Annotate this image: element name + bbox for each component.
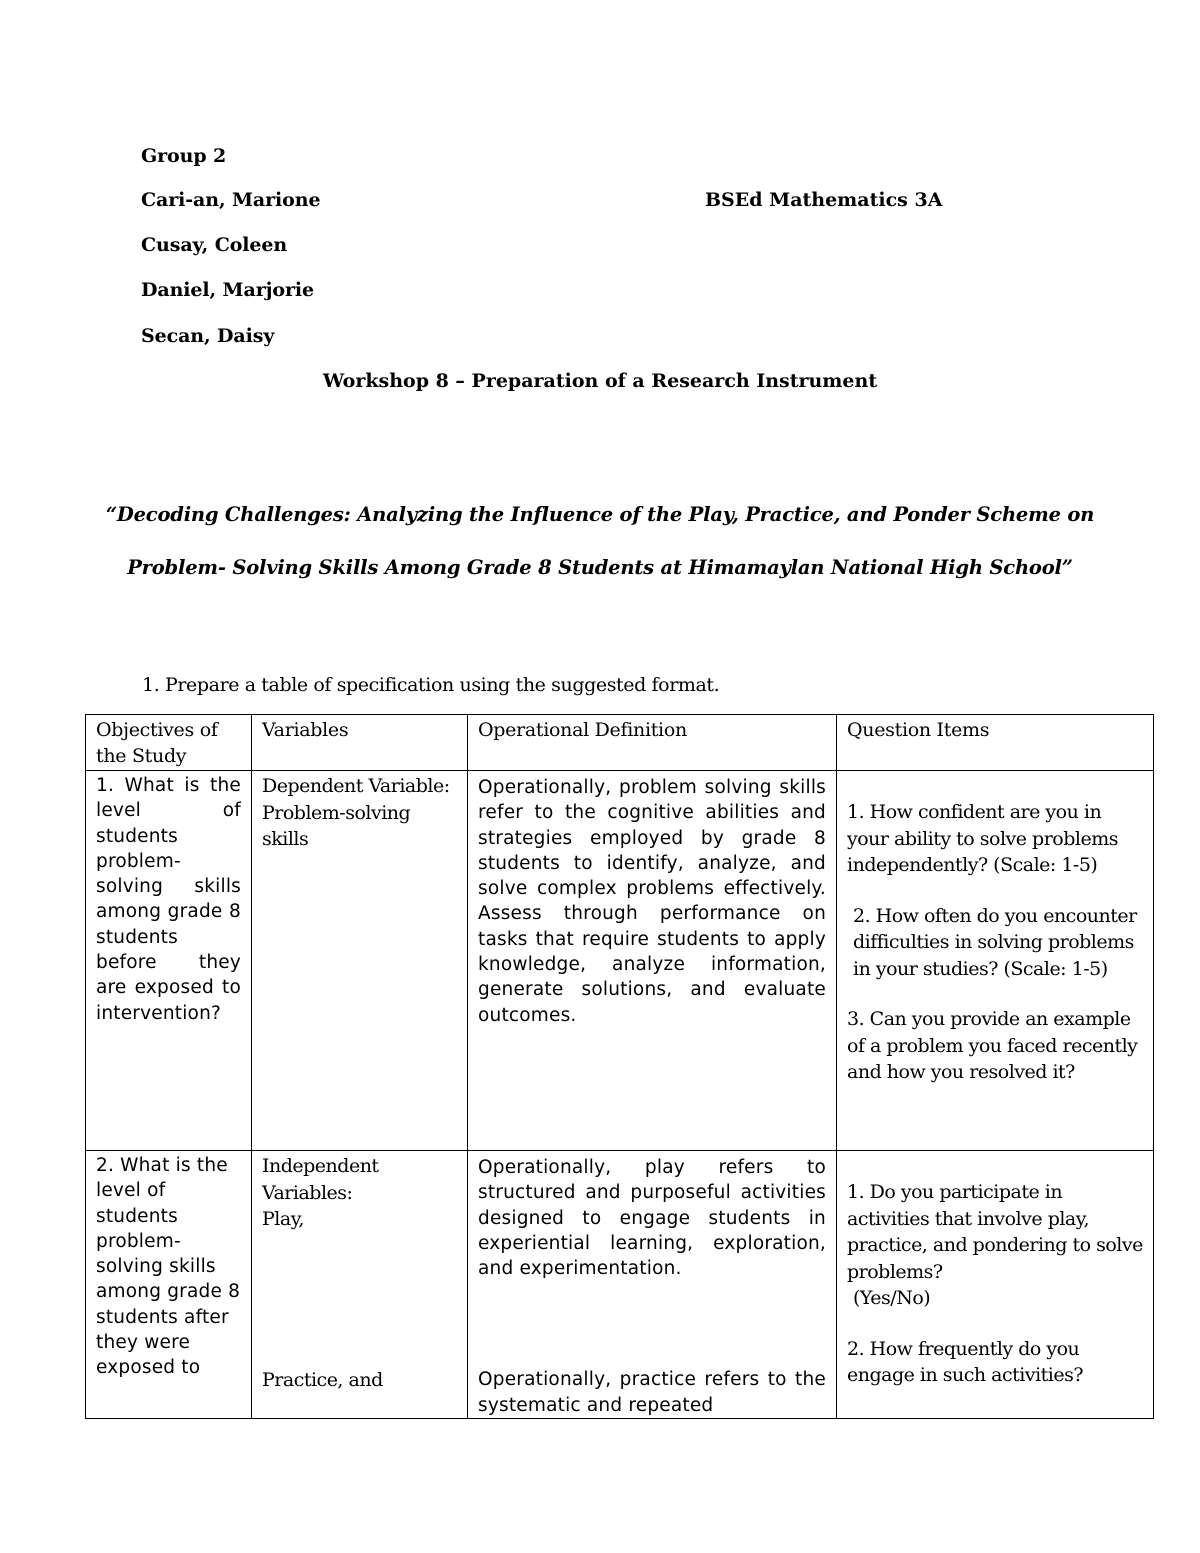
question-item: 1. Do you participate in activities that involve play, practice, and pondering to solve problems? — [847, 1181, 1143, 1283]
table-row — [86, 771, 1154, 1151]
study-title-line-2: Problem- Solving Skills Among Grade 8 Students at Himamaylan National High School” — [127, 556, 1073, 579]
specification-table — [85, 714, 1154, 1419]
header-objectives: Objectives of the Study — [86, 715, 252, 771]
member-name: Daniel, Marjorie — [141, 279, 314, 301]
variable-name: Play, — [262, 1208, 304, 1230]
variables-cell — [252, 1151, 468, 1419]
header-operational-definition: Operational Definition — [468, 715, 837, 771]
question-item: 2. How frequently do you engage in such activities? — [847, 1337, 1084, 1386]
objective-text: 1. What is the level of students problem-solving skills among grade 8 students before they are exposed to intervention? — [96, 775, 241, 1024]
workshop-title: Workshop 8 – Preparation of a Research Instrument — [322, 370, 878, 392]
definition-cell — [468, 771, 837, 1151]
question-item: 3. Can you provide an example of a problem you faced recently and how you resolved it? — [847, 1008, 1138, 1083]
objective-cell — [86, 1151, 252, 1419]
header-question-items: Question Items — [837, 715, 1154, 771]
definition-text: Operationally, problem solving skills refer to the cognitive abilities and strategies employed by grade 8 students to identify, analyze, and solve complex problems effectively. Assess through performance on tasks that require students to apply knowledge, analyze information, generate solutions, and evaluate outcomes. — [478, 777, 826, 1026]
instruction-text: 1. Prepare a table of specification using the suggested format. — [142, 674, 720, 696]
member-name: Cusay, Coleen — [141, 234, 288, 256]
table-row — [86, 1151, 1154, 1419]
definition-text: Operationally, play refers to structured and purposeful activities designed to engage students in experiential learning, exploration, and experimentation. — [478, 1157, 826, 1280]
header-variables: Variables — [252, 715, 468, 771]
objective-text: 2. What is the level of students problem-solving skills among grade 8 students after they were exposed to — [96, 1155, 241, 1379]
member-name: Secan, Daisy — [141, 325, 275, 347]
course-label: BSEd Mathematics 3A — [705, 189, 943, 211]
objective-cell — [86, 771, 252, 1151]
question-item: 2. How often do you encounter difficulties in solving problems in your studies? (Scale: 1-5) — [853, 904, 1137, 980]
definition-text: Operationally, practice refers to the systematic and repeated — [478, 1369, 826, 1416]
definition-cell — [468, 1151, 837, 1419]
question-answer-format: (Yes/No) — [853, 1287, 931, 1309]
variable-label: Dependent Variable: — [262, 775, 450, 797]
variable-name: Practice, and — [262, 1368, 383, 1391]
question-item: 1. How confident are you in your ability to solve problems independently? (Scale: 1-5) — [847, 801, 1118, 876]
variables-cell — [252, 771, 468, 1151]
table-header-row — [86, 715, 1154, 771]
member-name: Cari-an, Marione — [141, 189, 321, 211]
questions-cell — [837, 771, 1154, 1151]
variable-label: Independent Variables: — [262, 1155, 379, 1204]
variable-name: Problem-solving skills — [262, 801, 411, 850]
group-label: Group 2 — [141, 145, 227, 167]
questions-cell — [837, 1151, 1154, 1419]
study-title-line-1: “Decoding Challenges: Analyzing the Influence of the Play, Practice, and Ponder Scheme on — [105, 503, 1095, 526]
